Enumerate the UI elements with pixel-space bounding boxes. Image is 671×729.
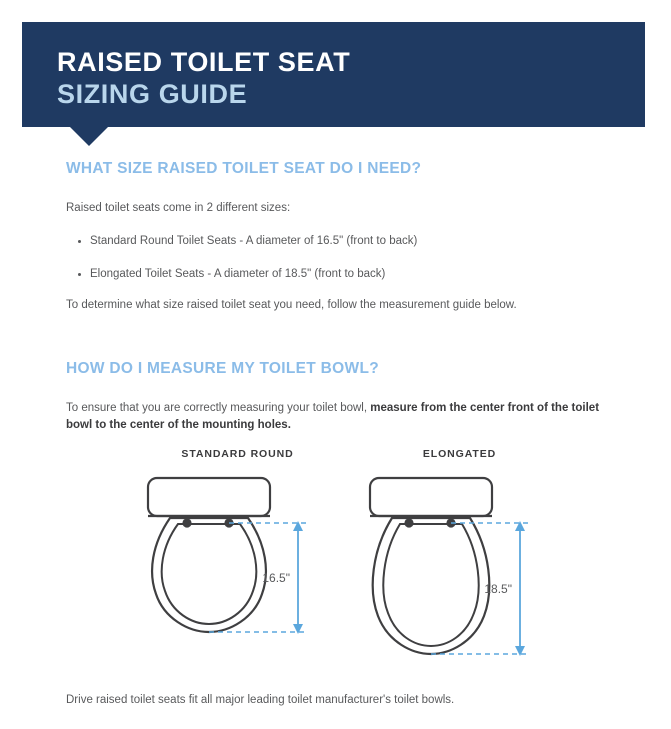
measure-paragraph [66,400,611,434]
diagram-label-elongated: ELONGATED [422,448,497,460]
page-title-line-2: SIZING GUIDE [57,79,248,109]
diagram-label-round: STANDARD ROUND [181,448,294,460]
measure-paragraph-normal: To ensure that you are correctly measuring your toilet bowl, [66,402,371,414]
measure-section [66,360,611,434]
bowl-inner-rim-icon [162,524,257,624]
banner-text-group [22,22,645,110]
list-item: Standard Round Toilet Seats - A diameter of 16.5" (front to back) [90,233,611,250]
section-heading-size: WHAT SIZE RAISED TOILET SEAT DO I NEED? [66,160,422,177]
header-banner [22,22,645,127]
footer-text: Drive raised toilet seats fit all major leading toilet manufacturer's toilet bowls. [66,694,455,706]
banner-notch-triangle [70,127,108,146]
diagram-elongated [352,448,567,671]
dimension-label-round: 16.5" [262,571,290,585]
size-outro-text: To determine what size raised toilet seat you need, follow the measurement guide below. [66,299,517,311]
size-intro-text: Raised toilet seats come in 2 different sizes: [66,202,291,214]
toilet-round-svg [130,466,345,656]
bowl-inner-rim-icon [383,524,478,646]
content-area [66,160,611,434]
tank-shape-icon [148,478,270,516]
list-item: Elongated Toilet Seats - A diameter of 18.5" (front to back) [90,266,611,283]
diagram-area [22,448,645,658]
measure-paragraph-bold: measure from the center front of the toilet bowl to the center of the mounting holes. [66,402,600,431]
tank-shape-icon [370,478,492,516]
toilet-elongated-svg [352,466,567,666]
dimension-label-elongated: 18.5" [484,582,512,596]
size-bullet-list [66,233,611,283]
mounting-hole-left-icon [404,518,413,527]
mounting-hole-left-icon [182,518,191,527]
section-heading-measure: HOW DO I MEASURE MY TOILET BOWL? [66,360,379,377]
diagram-standard-round [130,448,345,661]
page-title-line-1: RAISED TOILET SEAT [57,47,351,77]
